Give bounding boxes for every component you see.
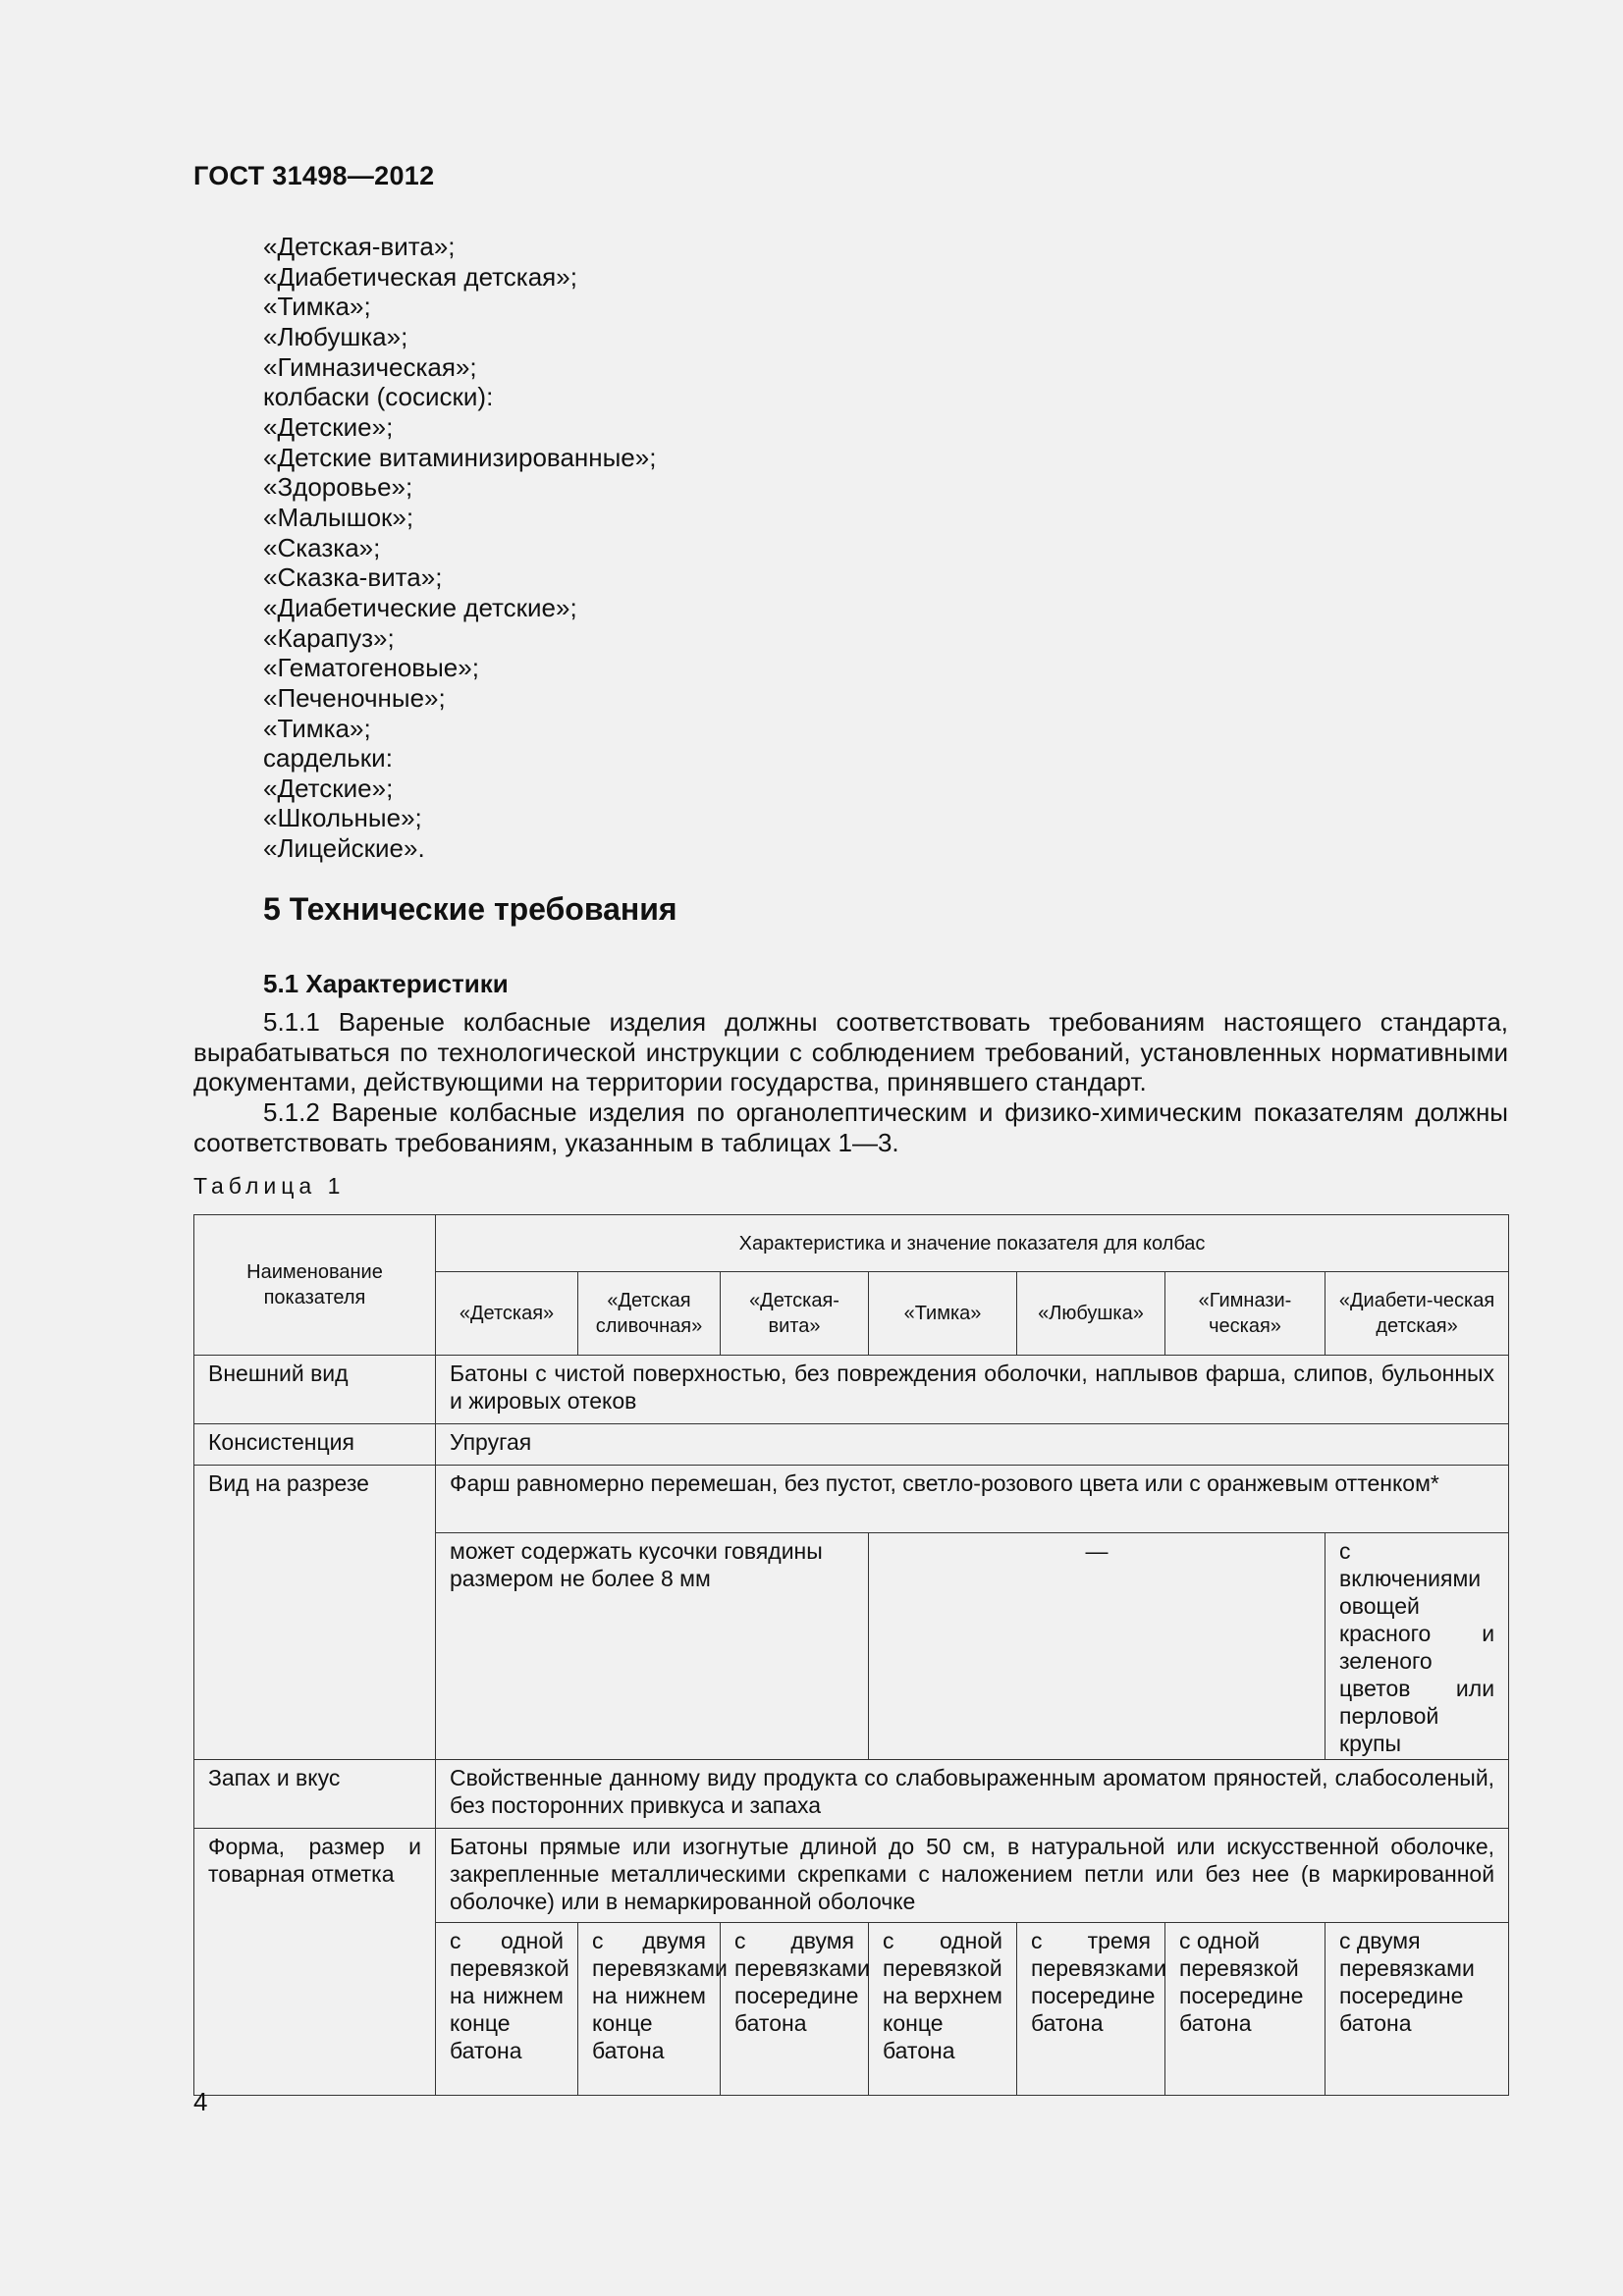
column-header: «Диабети-ческая детская» (1325, 1272, 1509, 1356)
page-number: 4 (193, 2087, 208, 2116)
table-row (194, 1466, 1509, 1533)
header-indicator-name: Наименование показателя (194, 1215, 436, 1356)
list-item: колбаски (сосиски): (263, 382, 494, 412)
row-name: Вид на разрезе (194, 1466, 436, 1760)
paragraph-5-1-1: 5.1.1 Вареные колбасные изделия должны соответствовать требованиям настоящего стандарта, вырабатываться по технологической инструкции с соблюдением требований, установленных нормативными документами, действующими на территории государства, принявшего стандарт. (193, 1007, 1508, 1096)
specification-table (193, 1214, 1509, 2096)
row-name: Форма, размер и товарная отметка (194, 1829, 436, 2096)
table-row (194, 1760, 1509, 1829)
mark-cell: с одной перевязкой на нижнем конце батона (436, 1923, 578, 2096)
list-item: сардельки: (263, 743, 393, 774)
mark-cell: с одной перевязкой на верхнем конце батона (869, 1923, 1017, 2096)
row-name: Запах и вкус (194, 1760, 436, 1829)
list-item: «Сказка»; (263, 532, 381, 562)
row-name: Консистенция (194, 1424, 436, 1466)
subsection-title: 5.1 Характеристики (263, 969, 509, 998)
list-item: «Детские»; (263, 773, 394, 803)
section-title: 5 Технические требования (263, 891, 677, 927)
list-item: «Детские витаминизированные»; (263, 442, 657, 472)
column-header: «Тимка» (869, 1272, 1017, 1356)
mark-cell: с одной перевязкой посередине батона (1165, 1923, 1325, 2096)
row-name: Внешний вид (194, 1356, 436, 1424)
table-header-row (194, 1215, 1509, 1272)
row-subvalue: с включениями овощей красного и зеленого цветов или перловой крупы (1325, 1533, 1509, 1760)
list-item: «Диабетические детские»; (263, 592, 577, 622)
mark-cell: с двумя перевязками посередине батона (1325, 1923, 1509, 2096)
mark-cell: с двумя перевязками посередине батона (721, 1923, 869, 2096)
row-subvalue: — (869, 1533, 1325, 1760)
list-item: «Здоровье»; (263, 472, 413, 503)
row-value: Упругая (436, 1424, 1509, 1466)
paragraph-5-1-2: 5.1.2 Вареные колбасные изделия по органолептическим и физико-химическим показателям должны соответствовать требованиям, указанным в таблицах 1—3. (193, 1097, 1508, 1157)
list-item: «Детские»; (263, 411, 394, 442)
table-caption: Таблица 1 (193, 1173, 346, 1199)
row-value: Свойственные данному виду продукта со слабовыраженным ароматом пряностей, слабосоленый, без посторонних привкуса и запаха (436, 1760, 1509, 1829)
list-item: «Любушка»; (263, 321, 408, 351)
table-row (194, 1829, 1509, 1923)
list-item: «Лицейские». (263, 833, 425, 864)
row-value: Батоны с чистой поверхностью, без повреждения оболочки, наплывов фарша, слипов, бульонных и жировых отеков (436, 1356, 1509, 1424)
header-group: Характеристика и значение показателя для колбас (436, 1215, 1509, 1272)
list-item: «Сказка-вита»; (263, 562, 443, 593)
row-subvalue: может содержать кусочки говядины размером не более 8 мм (436, 1533, 869, 1760)
list-item: «Тимка»; (263, 713, 371, 743)
list-item: «Школьные»; (263, 803, 422, 833)
row-value: Фарш равномерно перемешан, без пустот, светло-розового цвета или с оранжевым оттенком* (436, 1466, 1509, 1533)
document-code: ГОСТ 31498—2012 (193, 161, 435, 190)
column-header: «Детская» (436, 1272, 578, 1356)
table-row (194, 1356, 1509, 1424)
product-list (263, 232, 656, 864)
row-value: Батоны прямые или изогнутые длиной до 50 см, в натуральной или искусственной оболочке, закрепленные металлическими скрепками с наложением петли или без нее (в маркированной оболочке) или в немаркированной оболочке (436, 1829, 1509, 1923)
list-item: «Тимка»; (263, 292, 371, 322)
list-item: «Детская-вита»; (263, 232, 456, 261)
list-item: «Малышок»; (263, 502, 414, 532)
mark-cell: с тремя перевязками посередине батона (1017, 1923, 1165, 2096)
column-header: «Детская сливочная» (578, 1272, 721, 1356)
list-item: «Карапуз»; (263, 622, 395, 653)
list-item: «Диабетическая детская»; (263, 261, 577, 292)
list-item: «Гематогеновые»; (263, 653, 479, 683)
list-item: «Печеночные»; (263, 682, 446, 713)
column-header: «Гимнази-ческая» (1165, 1272, 1325, 1356)
table-row (194, 1424, 1509, 1466)
list-item: «Гимназическая»; (263, 351, 477, 382)
column-header: «Детская-вита» (721, 1272, 869, 1356)
mark-cell: с двумя перевязками на нижнем конце батона (578, 1923, 721, 2096)
column-header: «Любушка» (1017, 1272, 1165, 1356)
